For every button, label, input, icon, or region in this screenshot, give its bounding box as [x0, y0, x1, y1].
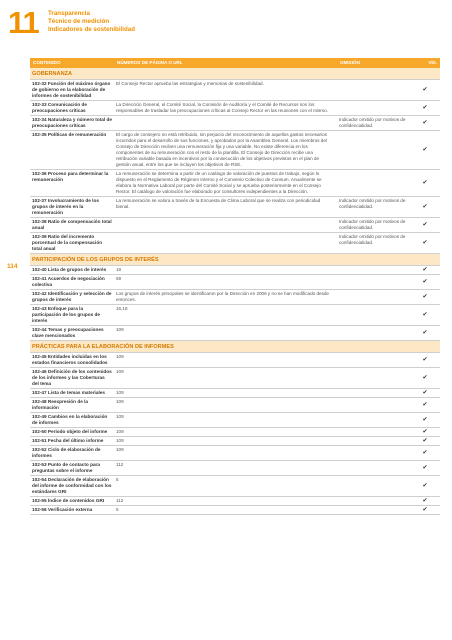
section-title: PRÁCTICAS PARA LA ELABORACIÓN DE INFORMES [30, 341, 440, 353]
page-reference-cell: 112 [114, 497, 337, 506]
omission-cell [337, 446, 410, 461]
gri-standard-cell: 102-36 Proceso para determinar la remuneración [30, 170, 114, 197]
omission-cell [337, 101, 410, 116]
verified-check-icon: ✔ [410, 275, 440, 290]
chapter-title-line2: Técnico de medición [48, 18, 110, 25]
page-reference-cell: 112 [114, 461, 337, 476]
gri-standard-cell: 102-47 Lista de temas materiales [30, 389, 114, 398]
gri-standard-cell: 102-54 Declaración de elaboración del informe de conformidad con los estándares GRI [30, 476, 114, 497]
verified-check-icon: ✔ [410, 446, 440, 461]
chapter-title [48, 10, 135, 34]
table-row [30, 131, 440, 170]
gri-standard-cell: 102-42 Identificación y selección de grupos de interés [30, 290, 114, 305]
chapter-number: 11 [8, 5, 39, 40]
gri-standard-cell: 102-51 Fecha del último informe [30, 437, 114, 446]
gri-standard-cell: 102-49 Cambios en la elaboración de informes [30, 413, 114, 428]
gri-standard-cell: 102-40 Lista de grupos de interés [30, 266, 114, 275]
table-row [30, 197, 440, 218]
column-header-contenido: CONTENIDO [30, 58, 114, 68]
table-row [30, 428, 440, 437]
omission-cell [337, 266, 410, 275]
verified-check-icon: ✔ [410, 497, 440, 506]
omission-cell: Indicador omitido por motivos de confidencialidad. [337, 218, 410, 233]
section-title: GOBERNANZA [30, 68, 440, 80]
omission-cell [337, 353, 410, 368]
verified-check-icon: ✔ [410, 218, 440, 233]
gri-standard-cell: 102-50 Periodo objeto del informe [30, 428, 114, 437]
gri-standard-cell: 102-38 Ratio de compensación total anual [30, 218, 114, 233]
omission-cell [337, 80, 410, 101]
omission-cell [337, 476, 410, 497]
column-header-omision: OMISIÓN [337, 58, 410, 68]
gri-standard-cell: 102-33 Comunicación de preocupaciones críticas [30, 101, 114, 116]
gri-standard-cell: 102-39 Ratio del incremento porcentual de la compensación total anual [30, 233, 114, 254]
omission-cell: Indicador omitido por motivos de confidencialidad. [337, 233, 410, 254]
page-reference-cell [114, 233, 337, 254]
page-reference-cell: 109 [114, 437, 337, 446]
omission-cell [337, 326, 410, 341]
gri-standard-cell: 102-43 Enfoque para la participación de los grupos de interés [30, 305, 114, 326]
section-header-row [30, 254, 440, 266]
page-reference-cell: 109 [114, 326, 337, 341]
section-header-row [30, 341, 440, 353]
table-row [30, 461, 440, 476]
table-header-row [30, 58, 440, 68]
omission-cell [337, 428, 410, 437]
gri-standard-cell: 102-45 Entidades incluidas en los estados financieros consolidados [30, 353, 114, 368]
omission-cell [337, 437, 410, 446]
verified-check-icon: ✔ [410, 353, 440, 368]
page-reference-cell: La Dirección General, el Comité Social, la Comisión de Auditoría y el Comité de Recursos son los responsables de trasladar las preocupaciones críticas al Consejo Rector en las reuniones con el mismo. [114, 101, 337, 116]
verified-check-icon: ✔ [410, 197, 440, 218]
omission-cell [337, 368, 410, 389]
omission-cell [337, 506, 410, 515]
page-reference-cell [114, 218, 337, 233]
verified-check-icon: ✔ [410, 389, 440, 398]
section-header-row [30, 68, 440, 80]
omission-cell [337, 170, 410, 197]
omission-cell [337, 290, 410, 305]
omission-cell [337, 305, 410, 326]
table-row [30, 446, 440, 461]
gri-standard-cell: 102-48 Reexpresión de la información [30, 398, 114, 413]
page-reference-cell: 5 [114, 506, 337, 515]
verified-check-icon: ✔ [410, 305, 440, 326]
chapter-title-line1: Transparencia [48, 10, 90, 17]
table-row [30, 326, 440, 341]
gri-standard-cell: 102-37 Involucramiento de los grupos de interés en la remuneración [30, 197, 114, 218]
table-row [30, 170, 440, 197]
omission-cell [337, 398, 410, 413]
verified-check-icon: ✔ [410, 233, 440, 254]
verified-check-icon: ✔ [410, 476, 440, 497]
verified-check-icon: ✔ [410, 101, 440, 116]
gri-standard-cell: 102-41 Acuerdos de negociación colectiva [30, 275, 114, 290]
verified-check-icon: ✔ [410, 398, 440, 413]
table-row [30, 266, 440, 275]
gri-standard-cell: 102-56 Verificación externa [30, 506, 114, 515]
table-row [30, 389, 440, 398]
omission-cell [337, 461, 410, 476]
table-row [30, 116, 440, 131]
verified-check-icon: ✔ [410, 170, 440, 197]
verified-check-icon: ✔ [410, 116, 440, 131]
verified-check-icon: ✔ [410, 290, 440, 305]
verified-check-icon: ✔ [410, 413, 440, 428]
chapter-title-line3: Indicadores de sostenibilidad [48, 26, 135, 33]
column-header-verificacion: Vbt. [410, 58, 440, 68]
page-reference-cell: El cargo de consejero no está retribuido, sin perjuicio del reconocimiento de aquellos gastos necesarios incurridos para el desarrollo de sus funciones, y aprobados por la Asamblea General. Los miembros del Consejo de Dirección reciben una remuneración fija y una variable. No existe diferencia en los componentes de su remuneración con el resto de la plantilla. El Consejo de Dirección recibe una retribución variable basada en incentivos por la consecución de los objetivos previstos en el plan de gestión anual, entre los que se incluyen los objetivos de RSE. [114, 131, 337, 170]
table-row [30, 497, 440, 506]
table-row [30, 305, 440, 326]
page-reference-cell: Los grupos de interés principales se identificaron por la Dirección en 2006 y no se han modificado desde entonces. [114, 290, 337, 305]
page-reference-cell: 109 [114, 446, 337, 461]
verified-check-icon: ✔ [410, 368, 440, 389]
page-reference-cell: 18 [114, 266, 337, 275]
page-reference-cell: 109 [114, 428, 337, 437]
verified-check-icon: ✔ [410, 266, 440, 275]
page-number: 114 [7, 263, 18, 270]
gri-standard-cell: 102-55 Índice de contenidos GRI [30, 497, 114, 506]
table-row [30, 218, 440, 233]
omission-cell [337, 275, 410, 290]
verified-check-icon: ✔ [410, 131, 440, 170]
verified-check-icon: ✔ [410, 428, 440, 437]
table-row [30, 398, 440, 413]
table-row [30, 275, 440, 290]
column-header-numeros: NÚMEROS DE PÁGINA O URL [114, 58, 337, 68]
page-reference-cell: 59 [114, 275, 337, 290]
page-reference-cell: 109 [114, 398, 337, 413]
table-row [30, 506, 440, 515]
verified-check-icon: ✔ [410, 506, 440, 515]
omission-cell [337, 497, 410, 506]
gri-standard-cell: 102-52 Ciclo de elaboración de informes [30, 446, 114, 461]
gri-index-table [30, 58, 440, 515]
gri-standard-cell: 102-32 Función del máximo órgano de gobierno en la elaboración de informes de sostenibilidad [30, 80, 114, 101]
table-row [30, 80, 440, 101]
table-row [30, 353, 440, 368]
verified-check-icon: ✔ [410, 326, 440, 341]
page-reference-cell: 109 [114, 353, 337, 368]
table-row [30, 101, 440, 116]
table-row [30, 437, 440, 446]
gri-standard-cell: 102-44 Temas y preocupaciones clave mencionados [30, 326, 114, 341]
section-title: PARTICIPACIÓN DE LOS GRUPOS DE INTERÉS [30, 254, 440, 266]
gri-standard-cell: 102-35 Políticas de remuneración [30, 131, 114, 170]
page-reference-cell: 109 [114, 389, 337, 398]
table-row [30, 290, 440, 305]
omission-cell [337, 131, 410, 170]
table-row [30, 413, 440, 428]
gri-standard-cell: 102-53 Punto de contacto para preguntas sobre el informe [30, 461, 114, 476]
page-reference-cell: El Consejo Rector aprueba las estrategias y memorias de sostenibilidad. [114, 80, 337, 101]
omission-cell [337, 413, 410, 428]
omission-cell: Indicador omitido por motivos de confidencialidad. [337, 116, 410, 131]
page-reference-cell: La remuneración se determina a partir de un catálogo de valoración de puestos de trabajo, según lo dispuesto en el Reglamento de Régimen Interno y el Convenio Colectivo de Consum. Anualmente se elabora la Normativa Laboral por parte del Comité Social y se aprueba posteriormente en el Consejo Rector. El catálogo de valoración fue elaborado por consultores independientes a la Dirección. [114, 170, 337, 197]
table-row [30, 476, 440, 497]
gri-standard-cell: 102-46 Definición de los contenidos de los informes y las Coberturas del tema [30, 368, 114, 389]
gri-standard-cell: 102-34 Naturaleza y número total de preocupaciones críticas [30, 116, 114, 131]
page-reference-cell: 5 [114, 476, 337, 497]
verified-check-icon: ✔ [410, 437, 440, 446]
page-reference-cell: La remuneración se valora a través de la Encuesta de Clima Laboral que se realiza con periodicidad bienal. [114, 197, 337, 218]
page-reference-cell: 109 [114, 413, 337, 428]
table-row [30, 368, 440, 389]
page-reference-cell [114, 116, 337, 131]
omission-cell [337, 389, 410, 398]
omission-cell: Indicador omitido por motivos de confidencialidad. [337, 197, 410, 218]
page-reference-cell: 16,18 [114, 305, 337, 326]
verified-check-icon: ✔ [410, 461, 440, 476]
table-row [30, 233, 440, 254]
verified-check-icon: ✔ [410, 80, 440, 101]
page-reference-cell: 109 [114, 368, 337, 389]
